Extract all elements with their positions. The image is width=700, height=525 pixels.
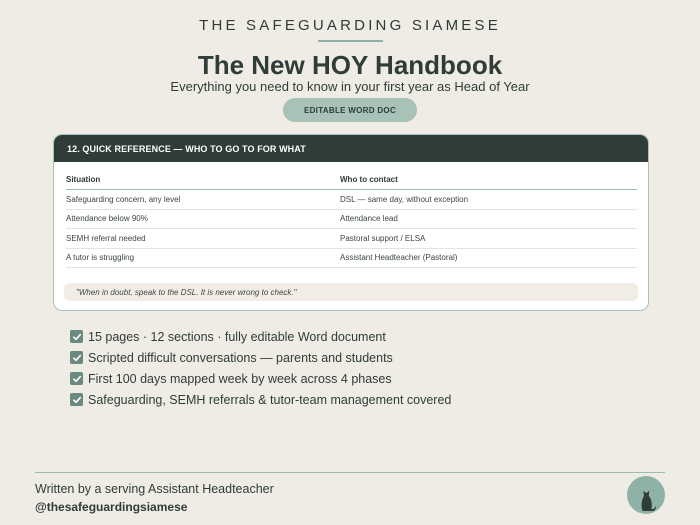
feature-text: First 100 days mapped week by week across 4 phases: [88, 371, 392, 386]
list-item: [70, 347, 451, 368]
table-cell: DSL — same day, without exception: [340, 194, 469, 204]
table-row: [66, 190, 637, 210]
table-row: [66, 229, 637, 249]
editable-word-doc-badge: EDITABLE WORD DOC: [283, 98, 417, 122]
list-item: [70, 368, 451, 389]
table-row: [66, 210, 637, 230]
cat-silhouette-icon: [627, 476, 665, 514]
table-cell: Assistant Headteacher (Pastoral): [340, 253, 458, 263]
brand-name: THE SAFEGUARDING SIAMESE: [199, 17, 501, 34]
table-cell: Pastoral support / ELSA: [340, 233, 426, 243]
feature-list: [70, 326, 451, 410]
table-header-row: [66, 169, 637, 190]
table-cell: Safeguarding concern, any level: [66, 194, 181, 204]
list-item: [70, 326, 451, 347]
feature-text: Safeguarding, SEMH referrals & tutor-team management covered: [88, 392, 452, 407]
checkmark-icon: [70, 393, 83, 406]
column-header-situation: Situation: [66, 174, 101, 184]
table-row: [66, 249, 637, 269]
column-header-contact: Who to contact: [340, 174, 398, 184]
footer-divider: [35, 472, 665, 473]
card-heading: 12. QUICK REFERENCE — WHO TO GO TO FOR WHAT: [54, 135, 648, 162]
checkmark-icon: [70, 351, 83, 364]
checkmark-icon: [70, 372, 83, 385]
table-cell: A tutor is struggling: [66, 253, 135, 263]
social-handle: @thesafeguardingsiamese: [35, 500, 188, 514]
list-item: [70, 389, 451, 410]
checkmark-icon: [70, 330, 83, 343]
page-title: The New HOY Handbook: [197, 50, 503, 80]
table-cell: Attendance lead: [340, 214, 398, 224]
feature-text: Scripted difficult conversations — parents and students: [88, 350, 393, 365]
author-credit: Written by a serving Assistant Headteacher: [35, 482, 274, 496]
dsl-quote: "When in doubt, speak to the DSL. It is never wrong to check.": [64, 283, 638, 301]
brand-divider: [318, 40, 383, 42]
quick-reference-table: [66, 169, 637, 268]
feature-text: 15 pages · 12 sections · fully editable Word document: [88, 329, 386, 344]
page-subtitle: Everything you need to know in your first year as Head of Year: [170, 79, 530, 94]
quick-reference-card: [53, 134, 649, 311]
table-cell: SEMH referral needed: [66, 233, 146, 243]
table-cell: Attendance below 90%: [66, 214, 148, 224]
